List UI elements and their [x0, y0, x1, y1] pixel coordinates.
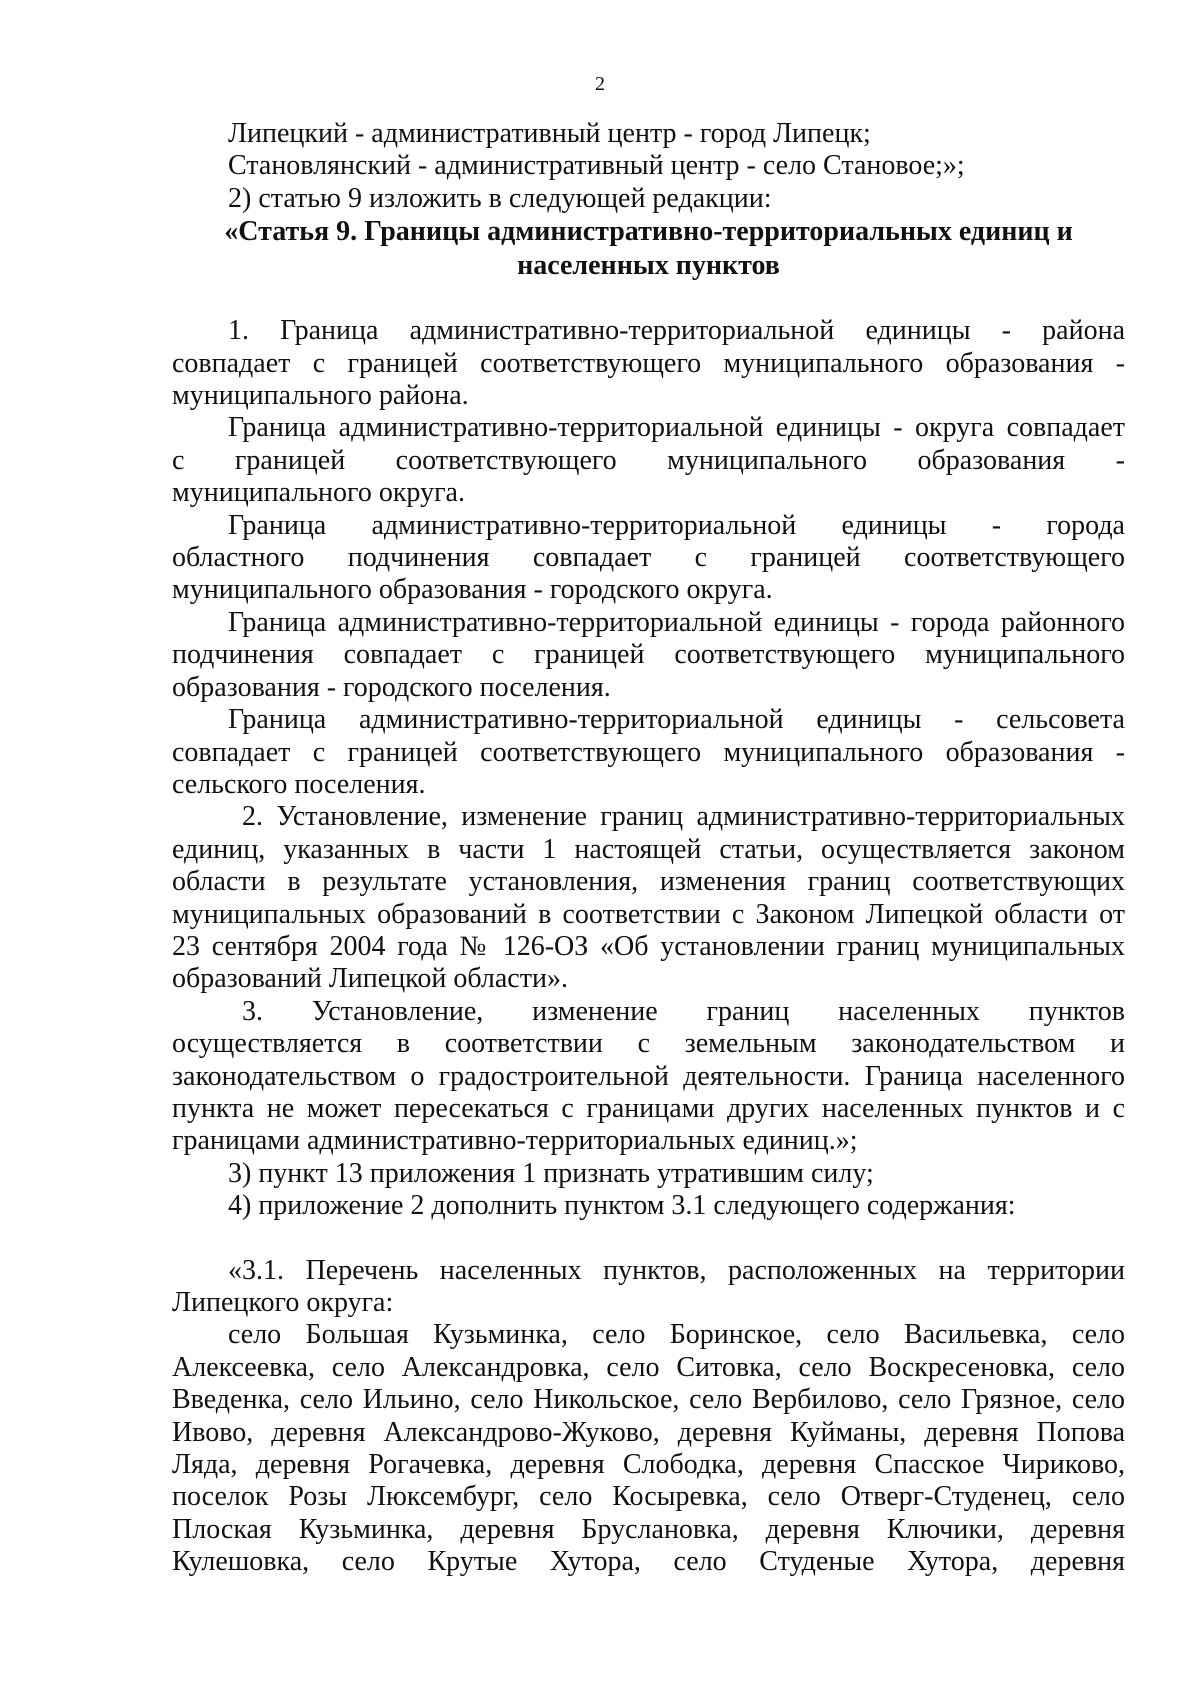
intro-line-lipetsky: Липецкий - административный центр - город Липецк;: [228, 118, 871, 149]
justified-line: «3.1. Перечень населенных пунктов, расположенных на территории: [228, 1254, 1125, 1286]
last-line: муниципального округа.: [172, 477, 465, 509]
document-body: [172, 118, 1125, 1579]
last-line: Липецкого округа:: [172, 1287, 394, 1318]
justified-line: областного подчинения совпадает с границей соответствующего: [172, 542, 1125, 574]
paragraph-2: [172, 412, 1125, 509]
paragraph-5: [172, 704, 1125, 801]
village-line: Плоская Кузьминка, деревня Бруслановка, деревня Ключики, деревня: [172, 1513, 1125, 1545]
last-line: границами административно-территориальных единиц.»;: [172, 1125, 858, 1157]
justified-line: единиц, указанных в части 1 настоящей статьи, осуществляется законом: [172, 833, 1125, 865]
last-line: сельского поселения.: [172, 768, 426, 800]
last-line: образований Липецкой области».: [172, 963, 568, 995]
justified-line: 1. Граница административно-территориальной единицы - района: [228, 315, 1125, 347]
justified-line: 23 сентября 2004 года № 126-ОЗ «Об установлении границ муниципальных: [172, 930, 1125, 962]
justified-line: Граница административно-территориальной единицы - города: [228, 509, 1125, 541]
article-title-line: «Статья 9. Границы административно-территориальных единиц и: [224, 216, 1073, 248]
last-line: муниципального района.: [172, 380, 469, 412]
justified-line: пункта не может пересекаться с границами других населенных пунктов и с: [172, 1092, 1125, 1124]
justified-line: 2. Установление, изменение границ административно-территориальных: [242, 801, 1125, 833]
last-line: образования - городского поселения.: [172, 671, 611, 703]
item-4: 4) приложение 2 дополнить пунктом 3.1 следующего содержания:: [228, 1190, 1016, 1222]
article-paragraphs: [172, 315, 1125, 1158]
villages-list: [172, 1319, 1125, 1578]
justified-line: подчинения совпадает с границей соответствующего муниципального: [172, 639, 1125, 671]
intro-line-stanovlyansky: Становлянский - административный центр - село Становое;»;: [228, 150, 965, 182]
justified-line: муниципальных образований в соответствии с Законом Липецкой области от: [172, 898, 1125, 930]
spacer: [172, 1223, 1125, 1255]
village-line: Кулешовка, село Крутые Хутора, село Студеные Хутора, деревня: [172, 1546, 1125, 1578]
paragraph-3: [172, 510, 1125, 607]
item-3: 3) пункт 13 приложения 1 признать утратившим силу;: [228, 1157, 874, 1189]
justified-line: с границей соответствующего муниципального образования -: [172, 444, 1125, 476]
justified-line: законодательством о градостроительной деятельности. Граница населенного: [172, 1060, 1125, 1092]
list-3-1-heading: [172, 1255, 1125, 1320]
village-line: Алексеевка, село Александровка, село Ситовка, село Воскресеновка, село: [172, 1351, 1125, 1383]
spacer: [172, 283, 1125, 315]
paragraph-1: [172, 315, 1125, 412]
intro-line-article-9: 2) статью 9 изложить в следующей редакции:: [228, 182, 772, 214]
justified-line: Граница административно-территориальной единицы - города районного: [228, 606, 1125, 638]
village-line: село Большая Кузьминка, село Боринское, село Васильевка, село: [228, 1319, 1125, 1351]
justified-line: совпадает с границей соответствующего муниципального образования -: [172, 736, 1125, 768]
justified-line: осуществляется в соответствии с земельным законодательством и: [172, 1028, 1125, 1060]
village-line: Ивово, деревня Александрово-Жуково, деревня Куйманы, деревня Попова: [172, 1416, 1125, 1448]
paragraph-part-2: [172, 801, 1125, 995]
village-line: Ляда, деревня Рогачевка, деревня Слободка, деревня Спасское Чириково,: [172, 1449, 1125, 1481]
justified-line: совпадает с границей соответствующего муниципального образования -: [172, 347, 1125, 379]
article-title-line: населенных пунктов: [517, 250, 780, 282]
justified-line: Граница административно-территориальной единицы - сельсовета: [228, 704, 1125, 736]
justified-line: Граница административно-территориальной единицы - округа совпадает: [228, 412, 1125, 444]
article-title: [172, 215, 1125, 283]
page-number: 2: [595, 73, 605, 95]
justified-line: области в результате установления, изменения границ соответствующих: [172, 866, 1125, 898]
paragraph-4: [172, 607, 1125, 704]
justified-line: 3. Установление, изменение границ населенных пунктов: [242, 995, 1125, 1027]
village-line: поселок Розы Люксембург, село Косыревка, село Отверг-Студенец, село: [172, 1481, 1125, 1513]
paragraph-part-3: [172, 996, 1125, 1158]
last-line: муниципального образования - городского округа.: [172, 574, 773, 606]
village-line: Введенка, село Ильино, село Никольское, село Вербилово, село Грязное, село: [172, 1384, 1125, 1416]
